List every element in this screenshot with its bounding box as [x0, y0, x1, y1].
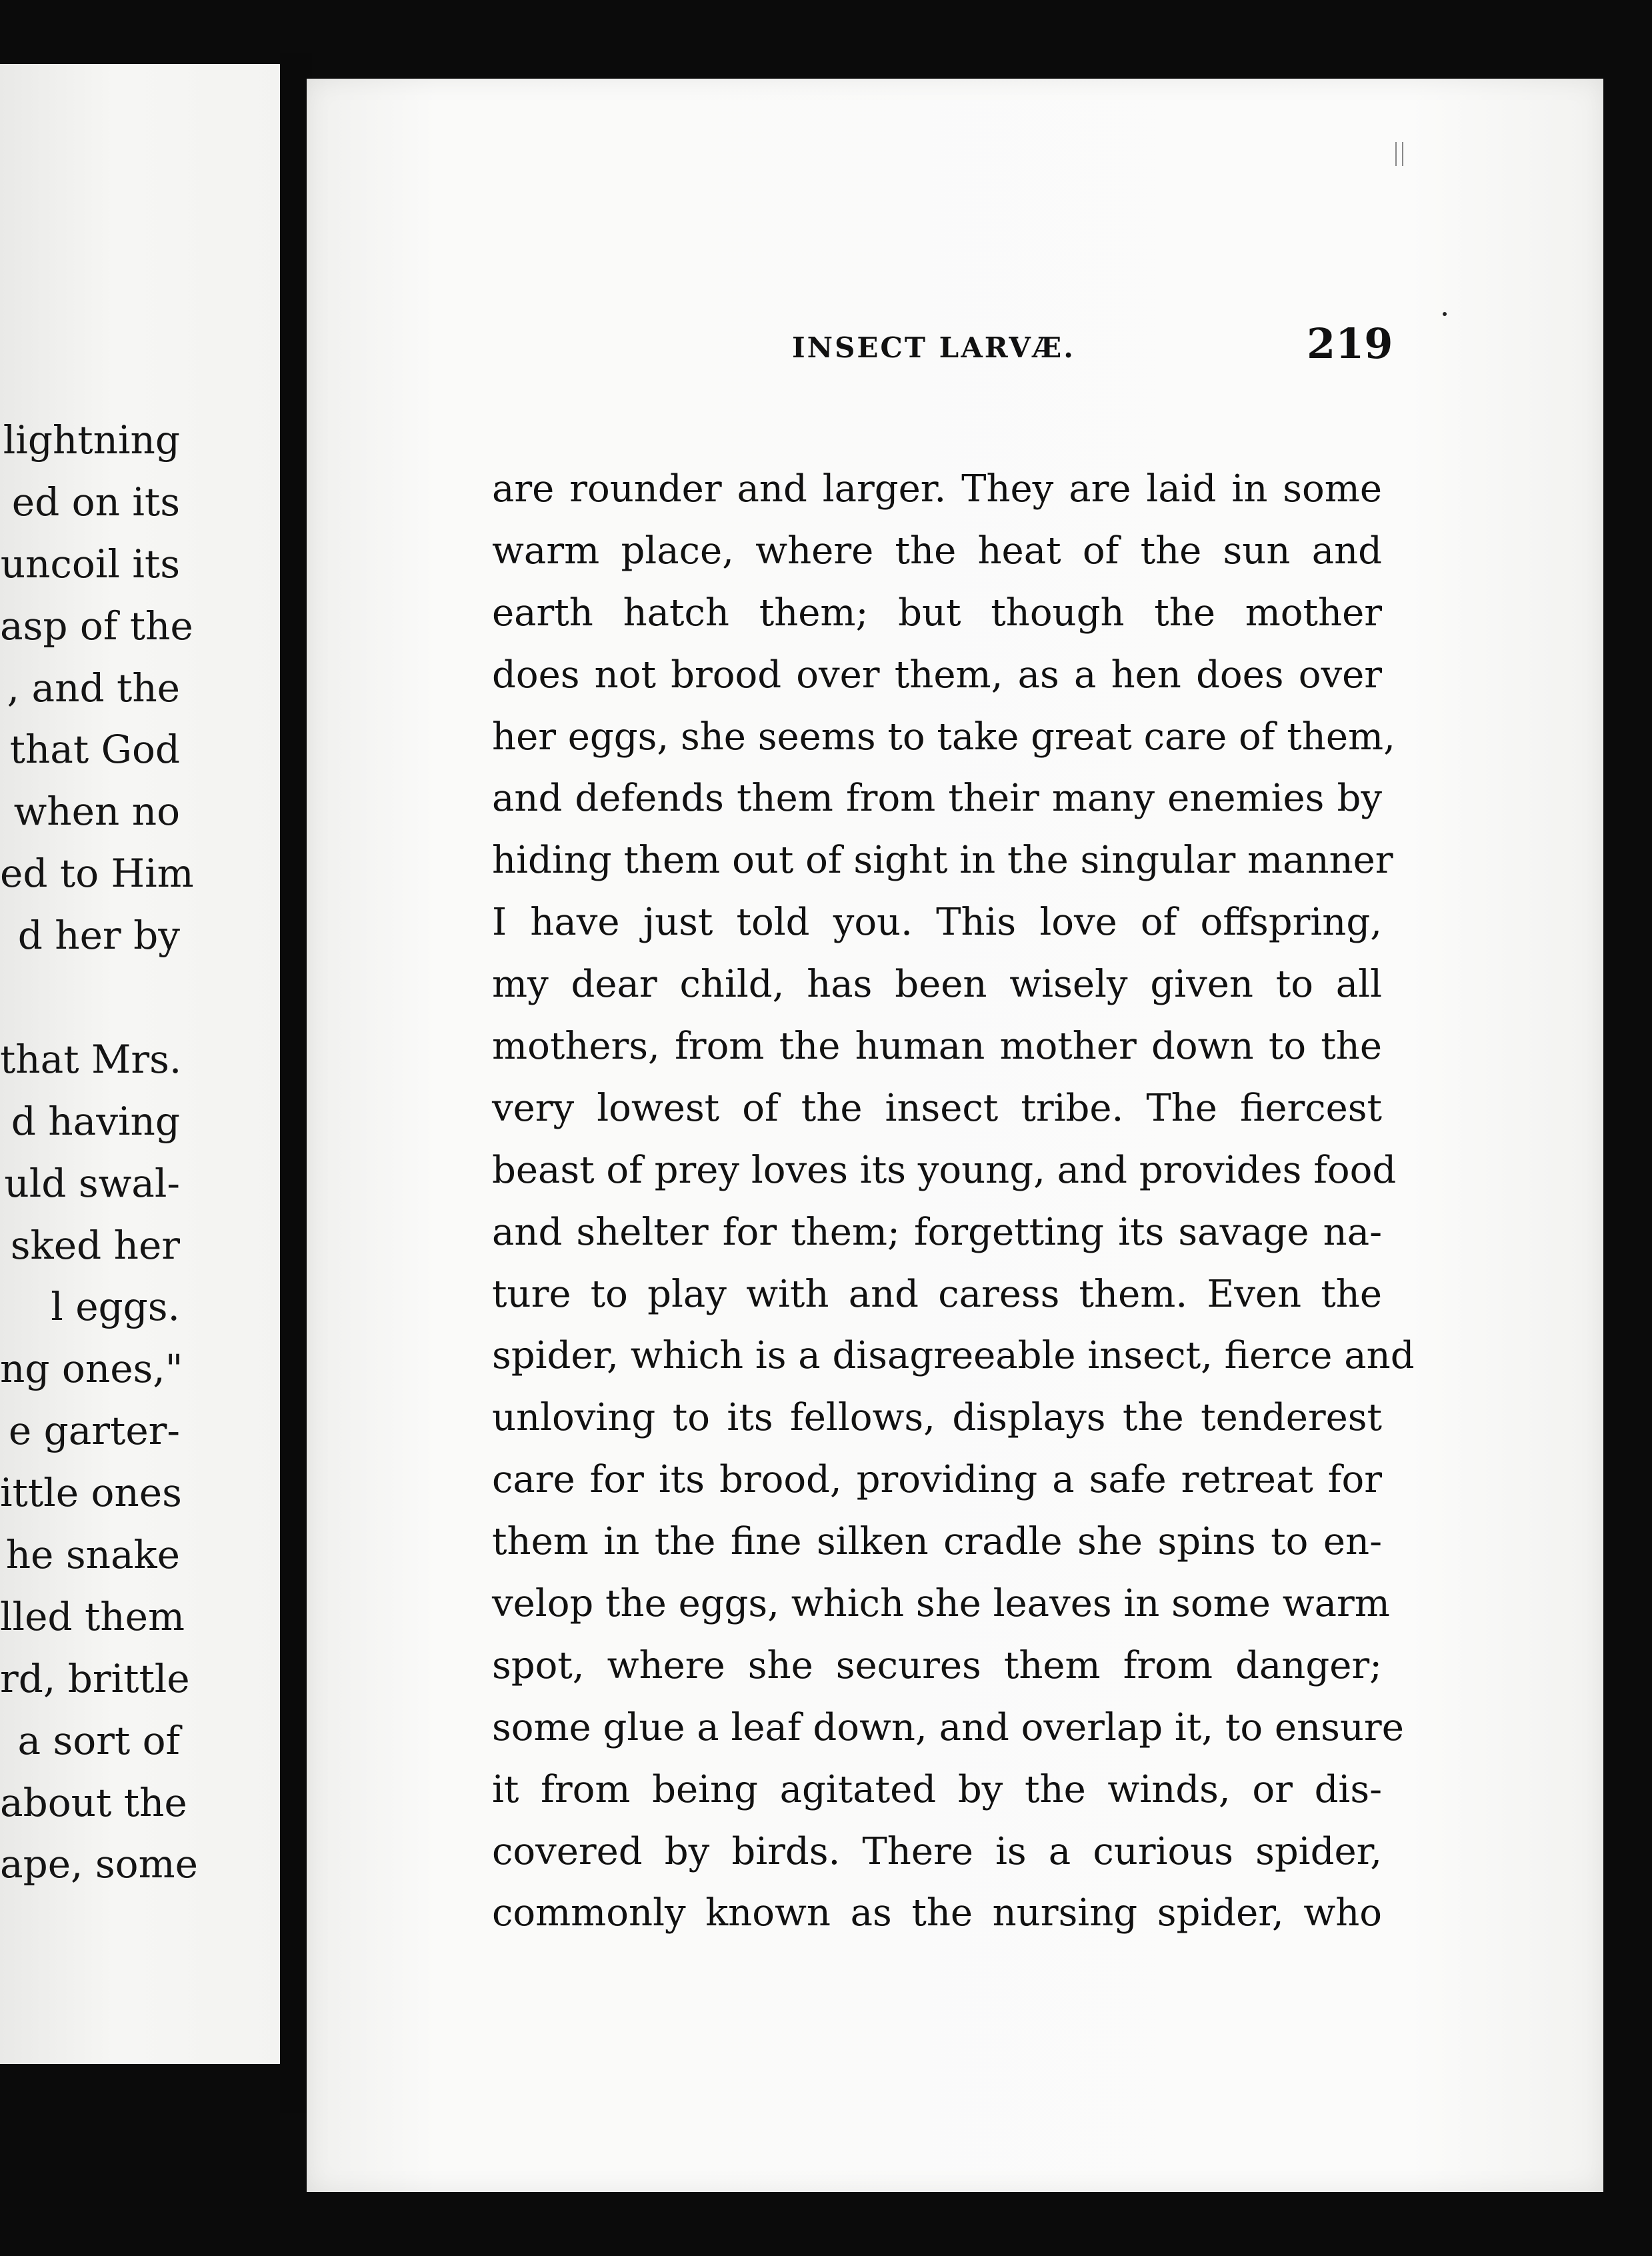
scan-speck — [1402, 142, 1403, 166]
text-line: mothers, from the human mother down to the — [492, 1025, 1382, 1069]
text-line: my dear child, has been wisely given to all — [492, 963, 1382, 1007]
text-line: I have just told you. This love of offspring, — [492, 901, 1382, 945]
text-line: ture to play with and caress them. Even the — [492, 1272, 1382, 1316]
text-line: commonly known as the nursing spider, who — [492, 1891, 1382, 1935]
left-line: e garter- — [8, 1408, 180, 1454]
text-line: spot, where she secures them from danger; — [492, 1643, 1382, 1687]
text-line: warm place, where the heat of the sun and — [492, 529, 1382, 573]
text-line: covered by birds. There is a curious spider, — [492, 1829, 1382, 1873]
text-line: and defends them from their many enemies by — [492, 777, 1382, 821]
left-line: ed on its — [11, 479, 180, 525]
left-line: ittle ones — [0, 1470, 182, 1516]
left-line: ed to Him — [0, 851, 194, 897]
left-line: asp of the — [0, 603, 193, 649]
left-line: he snake — [5, 1532, 180, 1578]
text-line: very lowest of the insect tribe. The fiercest — [492, 1086, 1382, 1130]
left-line: a sort of — [17, 1717, 180, 1763]
text-line: unloving to its fellows, displays the tenderest — [492, 1396, 1382, 1440]
left-line: ape, some — [0, 1841, 198, 1887]
left-line: , and the — [7, 665, 180, 711]
text-line: her eggs, she seems to take great care of them, — [492, 715, 1395, 759]
right-page — [307, 79, 1603, 2192]
left-line: lled them — [0, 1593, 185, 1639]
body-text — [492, 459, 1415, 1945]
left-line: uncoil its — [0, 541, 180, 587]
text-line: hiding them out of sight in the singular manner — [492, 839, 1393, 883]
left-line: d her by — [17, 913, 180, 959]
page-header — [307, 315, 1603, 389]
page-number: 219 — [1307, 319, 1393, 368]
text-line: some glue a leaf down, and overlap it, to ensure — [492, 1705, 1404, 1749]
left-line: d having — [11, 1098, 180, 1144]
left-line: l eggs. — [51, 1284, 180, 1330]
scan-speck — [1395, 142, 1397, 166]
left-line: sked her — [10, 1222, 180, 1268]
left-line: about the — [0, 1779, 187, 1825]
text-line: spider, which is a disagreeable insect, fierce and — [492, 1334, 1415, 1378]
text-line: care for its brood, providing a safe retreat for — [492, 1458, 1382, 1502]
left-line: rd, brittle — [0, 1655, 190, 1701]
text-line: does not brood over them, as a hen does over — [492, 653, 1382, 697]
left-line — [0, 967, 180, 1029]
running-head: INSECT LARVÆ. — [792, 331, 1075, 364]
left-line: ng ones," — [0, 1346, 183, 1392]
text-line: and shelter for them; forgetting its savage na- — [492, 1210, 1382, 1254]
scan-speck — [1443, 312, 1447, 316]
text-line: velop the eggs, which she leaves in some warm — [492, 1582, 1390, 1626]
left-line: that God — [9, 727, 180, 773]
text-line: them in the fine silken cradle she spins to en- — [492, 1520, 1382, 1564]
text-line: are rounder and larger. They are laid in some — [492, 467, 1382, 511]
left-line: when no — [13, 789, 180, 835]
left-page-fragment — [0, 64, 287, 2064]
left-line: uld swal- — [4, 1160, 180, 1206]
text-line: beast of prey loves its young, and provides food — [492, 1148, 1397, 1192]
text-line: it from being agitated by the winds, or dis- — [492, 1767, 1382, 1811]
left-line: that Mrs. — [0, 1036, 182, 1082]
text-line: earth hatch them; but though the mother — [492, 591, 1382, 635]
left-line: lightning — [3, 417, 180, 463]
left-page-text — [0, 409, 198, 1895]
